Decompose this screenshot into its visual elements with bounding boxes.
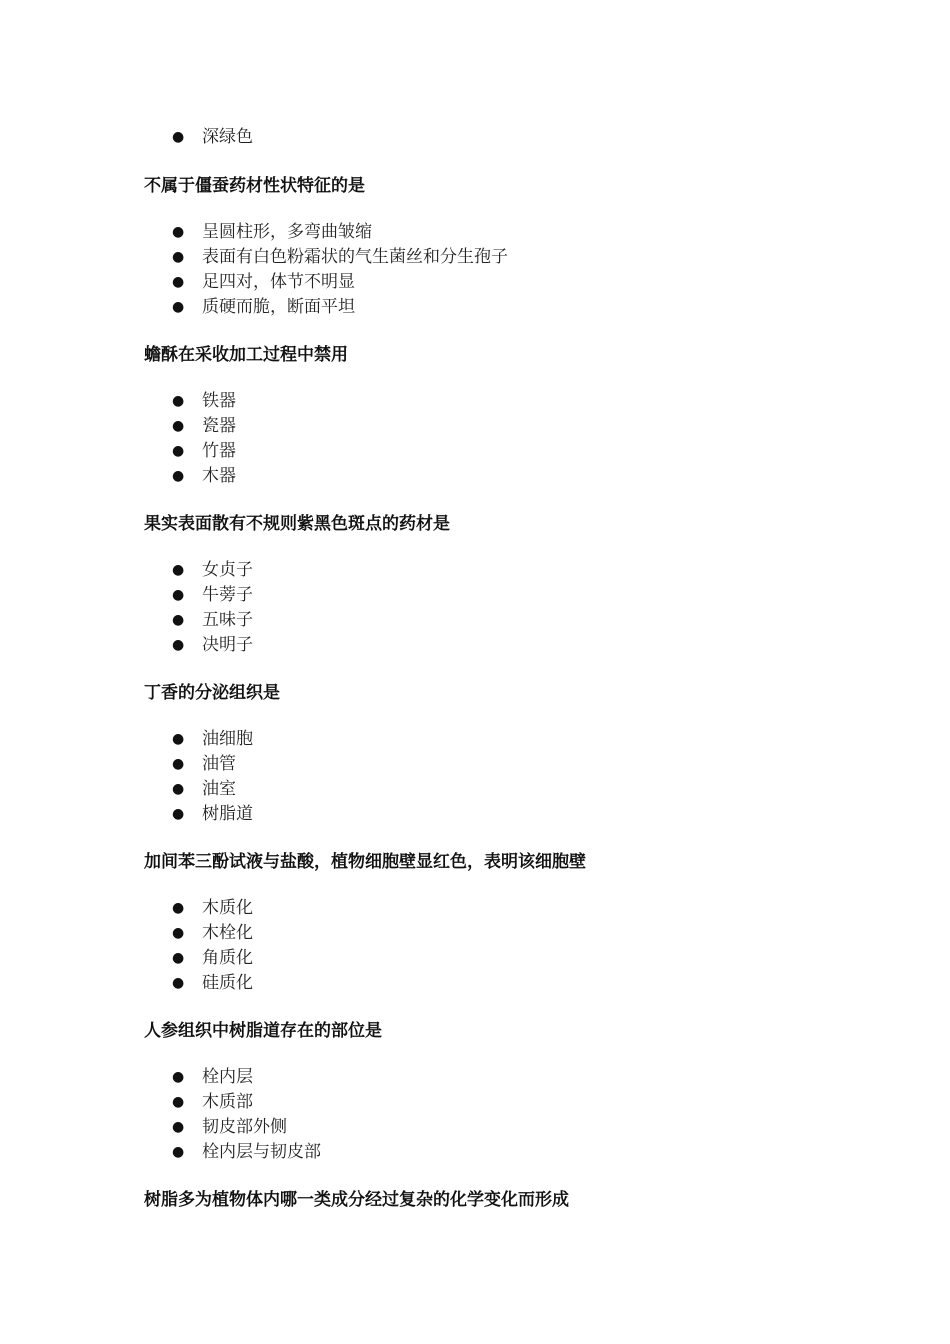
option-text: 决明子 xyxy=(202,635,253,655)
bullet-icon: ● xyxy=(172,1069,185,1085)
option-text: 五味子 xyxy=(202,610,253,630)
question-title: 蟾酥在采收加工过程中禁用 xyxy=(144,345,348,365)
bullet-icon: ● xyxy=(172,1144,185,1160)
question-title: 树脂多为植物体内哪一类成分经过复杂的化学变化而形成 xyxy=(144,1190,569,1210)
option-text: 瓷器 xyxy=(202,416,236,436)
bullet-icon: ● xyxy=(172,975,185,991)
bullet-icon: ● xyxy=(172,731,185,747)
option-text: 木质化 xyxy=(202,898,253,918)
option-text: 树脂道 xyxy=(202,804,253,824)
bullet-icon: ● xyxy=(172,224,185,240)
bullet-icon: ● xyxy=(172,637,185,653)
option-text: 表面有白色粉霜状的气生菌丝和分生孢子 xyxy=(202,247,508,267)
option-text: 韧皮部外侧 xyxy=(202,1117,287,1137)
bullet-icon: ● xyxy=(172,950,185,966)
bullet-icon: ● xyxy=(172,443,185,459)
bullet-icon: ● xyxy=(172,249,185,265)
option-text: 铁器 xyxy=(202,391,236,411)
option-text: 油室 xyxy=(202,779,236,799)
option-text: 女贞子 xyxy=(202,560,253,580)
option-text: 栓内层与韧皮部 xyxy=(202,1142,321,1162)
question-title: 人参组织中树脂道存在的部位是 xyxy=(144,1021,382,1041)
bullet-icon: ● xyxy=(172,274,185,290)
option-text: 牛蒡子 xyxy=(202,585,253,605)
bullet-icon: ● xyxy=(172,562,185,578)
bullet-icon: ● xyxy=(172,418,185,434)
bullet-icon: ● xyxy=(172,781,185,797)
question-title: 加间苯三酚试液与盐酸，植物细胞壁显红色，表明该细胞壁 xyxy=(144,852,586,872)
question-title: 果实表面散有不规则紫黑色斑点的药材是 xyxy=(144,514,450,534)
bullet-icon: ● xyxy=(172,612,185,628)
question-title: 不属于僵蚕药材性状特征的是 xyxy=(144,176,365,196)
bullet-icon: ● xyxy=(172,299,185,315)
bullet-icon: ● xyxy=(172,129,185,145)
bullet-icon: ● xyxy=(172,1094,185,1110)
question-title: 丁香的分泌组织是 xyxy=(144,683,280,703)
option-text: 呈圆柱形，多弯曲皱缩 xyxy=(202,222,372,242)
option-text: 木器 xyxy=(202,466,236,486)
option-text: 深绿色 xyxy=(202,127,253,147)
option-text: 角质化 xyxy=(202,948,253,968)
bullet-icon: ● xyxy=(172,900,185,916)
option-text: 木质部 xyxy=(202,1092,253,1112)
bullet-icon: ● xyxy=(172,1119,185,1135)
option-text: 木栓化 xyxy=(202,923,253,943)
option-text: 足四对，体节不明显 xyxy=(202,272,355,292)
bullet-icon: ● xyxy=(172,468,185,484)
bullet-icon: ● xyxy=(172,925,185,941)
option-text: 油细胞 xyxy=(202,729,253,749)
option-text: 竹器 xyxy=(202,441,236,461)
option-text: 油管 xyxy=(202,754,236,774)
option-text: 硅质化 xyxy=(202,973,253,993)
bullet-icon: ● xyxy=(172,806,185,822)
option-text: 栓内层 xyxy=(202,1067,253,1087)
bullet-icon: ● xyxy=(172,756,185,772)
bullet-icon: ● xyxy=(172,393,185,409)
bullet-icon: ● xyxy=(172,587,185,603)
option-text: 质硬而脆，断面平坦 xyxy=(202,297,355,317)
